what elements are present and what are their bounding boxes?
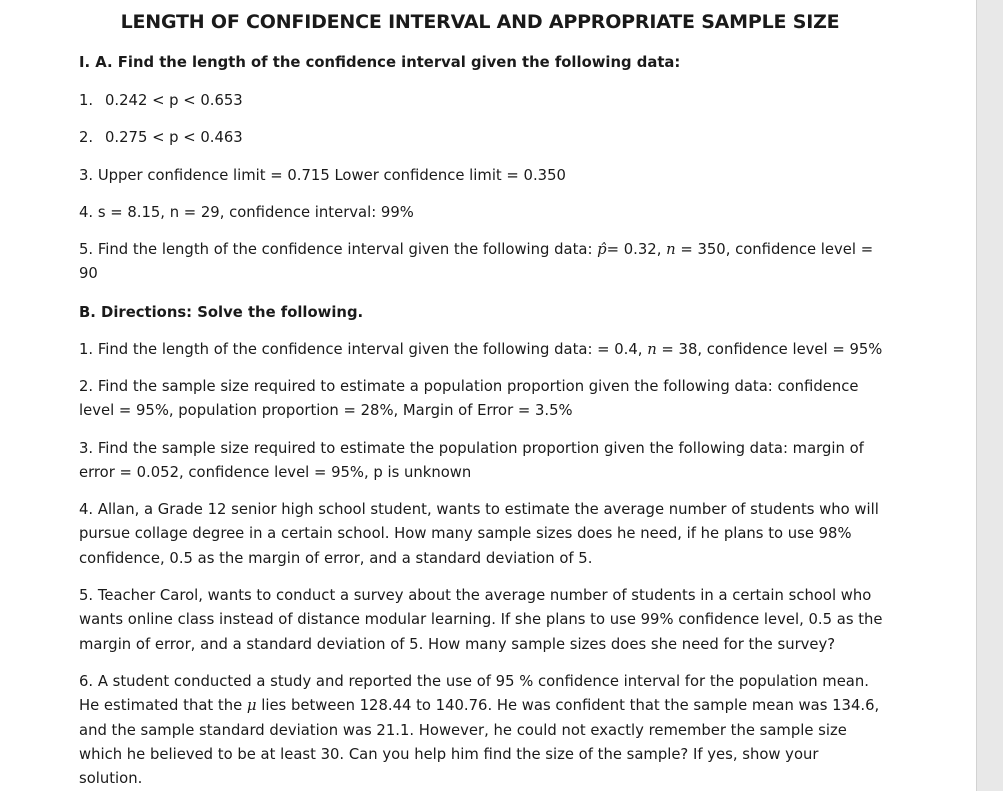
item-line: solution. (79, 770, 143, 788)
page-title: LENGTH OF CONFIDENCE INTERVAL AND APPROPRIATE SAMPLE SIZE (120, 11, 840, 33)
item-line: 5. Teacher Carol, wants to conduct a survey about the average number of students in a certain school who (79, 587, 872, 604)
item-line: 2. Find the sample size required to estimate a population proportion given the following data: confidence (79, 378, 859, 395)
item-line: pursue collage degree in a certain school. How many sample sizes does he need, if he plans to use 98% (79, 525, 852, 543)
item-line: wants online class instead of distance modular learning. If she plans to use 99% confidence level, 0.5 as the (79, 611, 883, 629)
p-hat-symbol: p̂ (597, 241, 607, 258)
section-a-item-1 (79, 89, 889, 113)
item-line: 6. A student conducted a study and reported the use of 95 % confidence interval for the population mean. (79, 673, 869, 690)
item-line: which he believed to be at least 30. Can you help him find the size of the sample? If yes, show your (79, 745, 819, 763)
section-b-item-2 (79, 375, 889, 424)
section-b-item-4 (79, 498, 889, 571)
section-b-item-3 (79, 437, 889, 486)
section-b-heading: B. Directions: Solve the following. (79, 304, 364, 321)
item-number: 1. (79, 92, 94, 109)
window-side-gutter (976, 0, 1003, 791)
section-a-item-2 (79, 126, 889, 150)
item-line: 3. Find the sample size required to estimate the population proportion given the following data: margin of (79, 440, 864, 457)
item-text: 5. Find the length of the confidence interval given the following data: (79, 241, 598, 258)
item-text: He estimated that the (79, 697, 247, 715)
item-text: 1. Find the length of the confidence interval given the following data: = 0.4, (79, 341, 648, 358)
section-b-item-1 (79, 338, 889, 362)
item-line: and the sample standard deviation was 21.1. However, he could not exactly remember the sample size (79, 721, 847, 739)
section-b-item-5 (79, 584, 889, 657)
item-text: 90 (79, 265, 98, 283)
item-line: error = 0.052, confidence level = 95%, p is unknown (79, 464, 472, 482)
item-line: margin of error, and a standard deviation of 5. How many sample sizes does she need for the survey? (79, 635, 836, 653)
item-text: = 350, confidence level = (675, 241, 874, 258)
item-line: level = 95%, population proportion = 28%, Margin of Error = 3.5% (79, 402, 573, 420)
n-symbol: n (647, 341, 657, 358)
section-a-item-3: 3. Upper confidence limit = 0.715 Lower confidence limit = 0.350 (79, 167, 566, 184)
item-text: lies between 128.44 to 140.76. He was confident that the sample mean was 134.6, (256, 697, 880, 715)
mu-symbol: μ (246, 697, 257, 715)
item-line: confidence, 0.5 as the margin of error, and a standard deviation of 5. (79, 549, 593, 567)
item-text: 0.242 < p < 0.653 (105, 92, 243, 109)
item-number: 2. (79, 129, 94, 146)
item-text: = 0.32, (606, 241, 667, 258)
section-b-item-6 (79, 670, 889, 791)
item-text: = 38, confidence level = 95% (656, 341, 883, 358)
section-a-item-4: 4. s = 8.15, n = 29, confidence interval: 99% (79, 204, 414, 221)
n-symbol: n (666, 241, 676, 258)
item-text: 0.275 < p < 0.463 (105, 129, 243, 146)
item-line: 4. Allan, a Grade 12 senior high school student, wants to estimate the average number of students who will (79, 501, 879, 518)
section-a-item-5 (79, 238, 889, 287)
section-a-heading: I. A. Find the length of the confidence interval given the following data: (79, 54, 681, 71)
